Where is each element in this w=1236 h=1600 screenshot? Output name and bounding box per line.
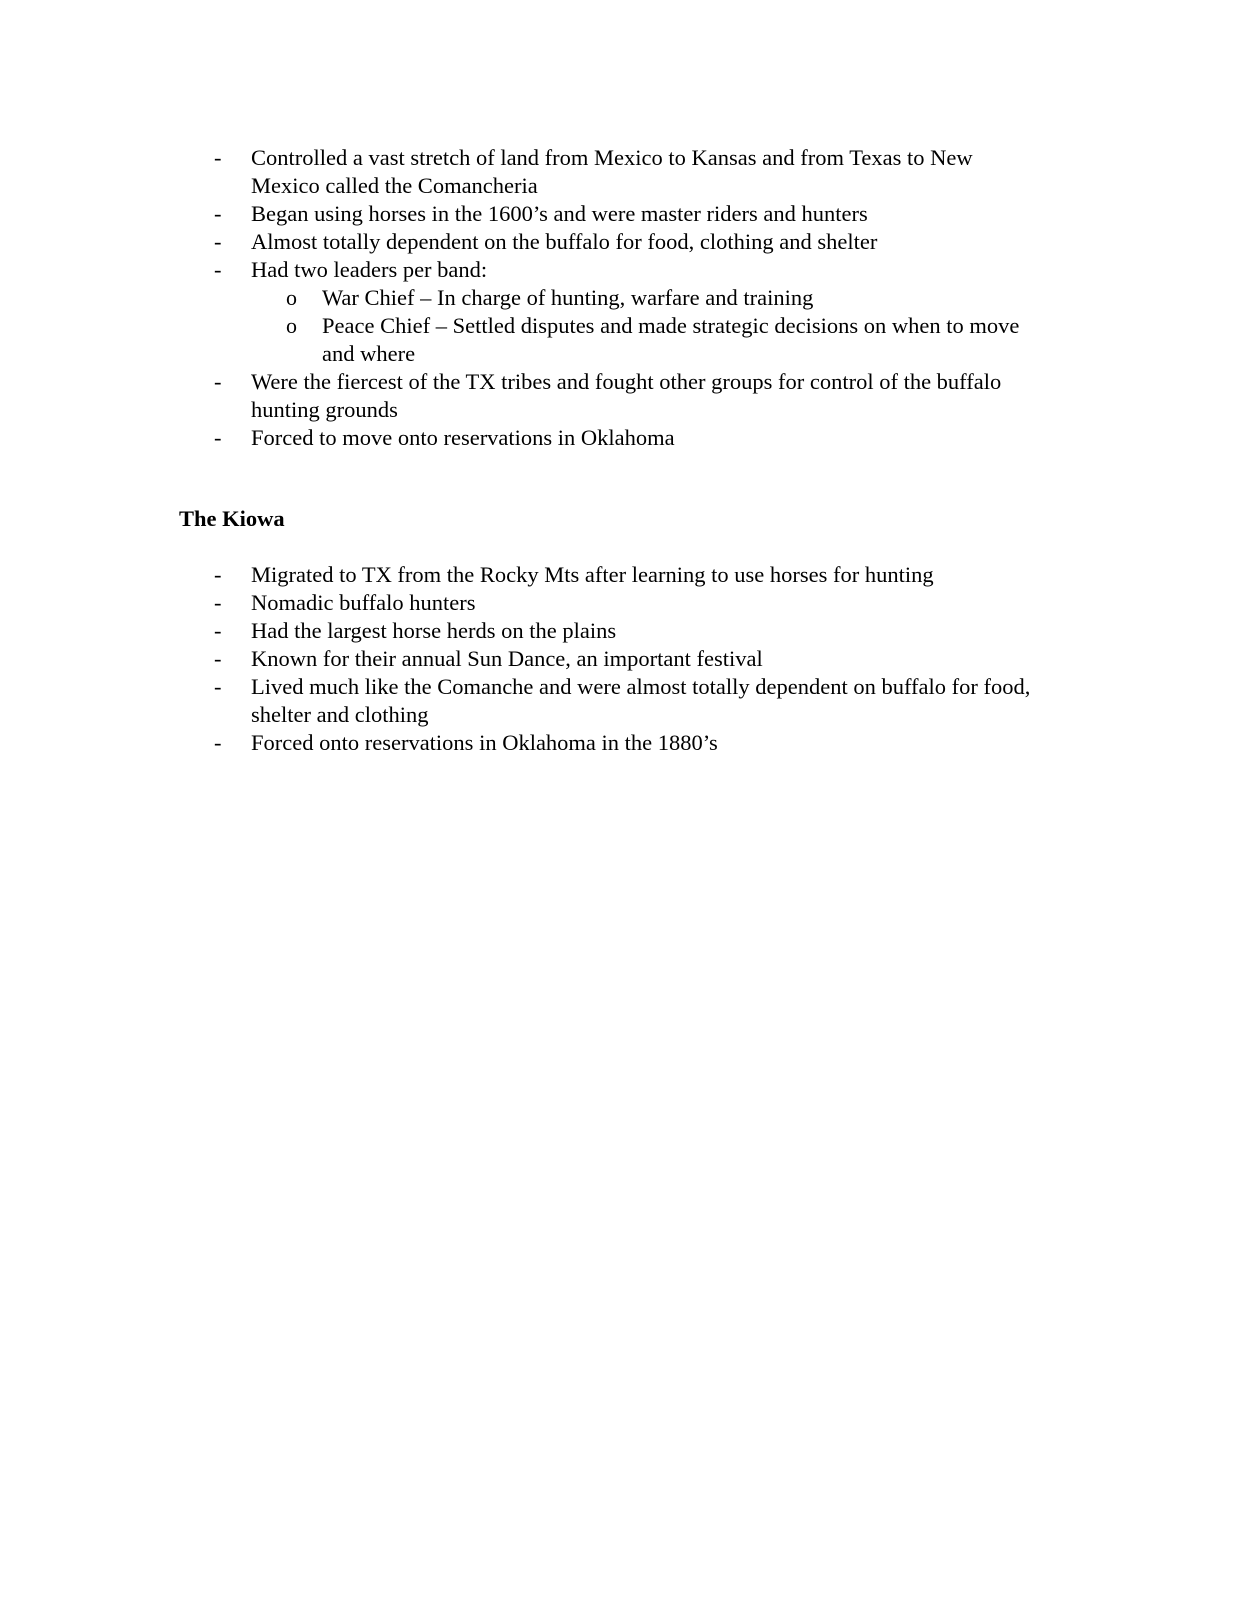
list-item-text: Began using horses in the 1600’s and were master riders and hunters [251,201,868,226]
sublist-item [286,284,1022,312]
list-item-text: Nomadic buffalo hunters [251,590,476,615]
list-item [0,645,1041,673]
list-item [0,561,1041,589]
comanche-bullet-list [0,144,1236,452]
list-item [0,617,1041,645]
dash-bullet: - [214,201,222,226]
list-item [0,368,1041,424]
list-item [0,228,1041,256]
dash-bullet: - [214,674,222,699]
list-item [0,256,1041,368]
list-item-text: Had the largest horse herds on the plains [251,618,617,643]
list-item-text: Known for their annual Sun Dance, an important festival [251,646,763,671]
dash-bullet: - [214,229,222,254]
list-item-text: Had two leaders per band: [251,257,488,282]
list-item-text: Forced to move onto reservations in Oklahoma [251,425,675,450]
circle-bullet: o [286,285,297,310]
list-item [0,424,1041,452]
list-item-text: Were the fiercest of the TX tribes and fought other groups for control of the buffalo hunting grounds [251,369,1002,422]
section-heading-kiowa: The Kiowa [179,506,285,531]
list-item-text: Almost totally dependent on the buffalo for food, clothing and shelter [251,229,878,254]
list-item-text: Migrated to TX from the Rocky Mts after learning to use horses for hunting [251,562,934,587]
list-item [0,729,1041,757]
list-item [0,589,1041,617]
dash-bullet: - [214,618,222,643]
kiowa-bullet-list [0,561,1236,757]
sublist-item [286,312,1022,368]
dash-bullet: - [214,590,222,615]
list-item [0,144,1041,200]
dash-bullet: - [214,730,222,755]
circle-bullet: o [286,313,297,338]
list-item [0,200,1041,228]
dash-bullet: - [214,562,222,587]
sublist-item-text: War Chief – In charge of hunting, warfare and training [322,285,814,310]
dash-bullet: - [214,369,222,394]
list-item-text: Forced onto reservations in Oklahoma in the 1880’s [251,730,718,755]
list-item-text: Lived much like the Comanche and were almost totally dependent on buffalo for food, shelter and clothing [251,674,1031,727]
leaders-sublist [251,284,1041,368]
dash-bullet: - [214,425,222,450]
dash-bullet: - [214,646,222,671]
sublist-item-text: Peace Chief – Settled disputes and made strategic decisions on when to move and where [322,313,1020,366]
dash-bullet: - [214,257,222,282]
list-item [0,673,1041,729]
list-item-text: Controlled a vast stretch of land from Mexico to Kansas and from Texas to New Mexico called the Comancheria [251,145,973,198]
dash-bullet: - [214,145,222,170]
